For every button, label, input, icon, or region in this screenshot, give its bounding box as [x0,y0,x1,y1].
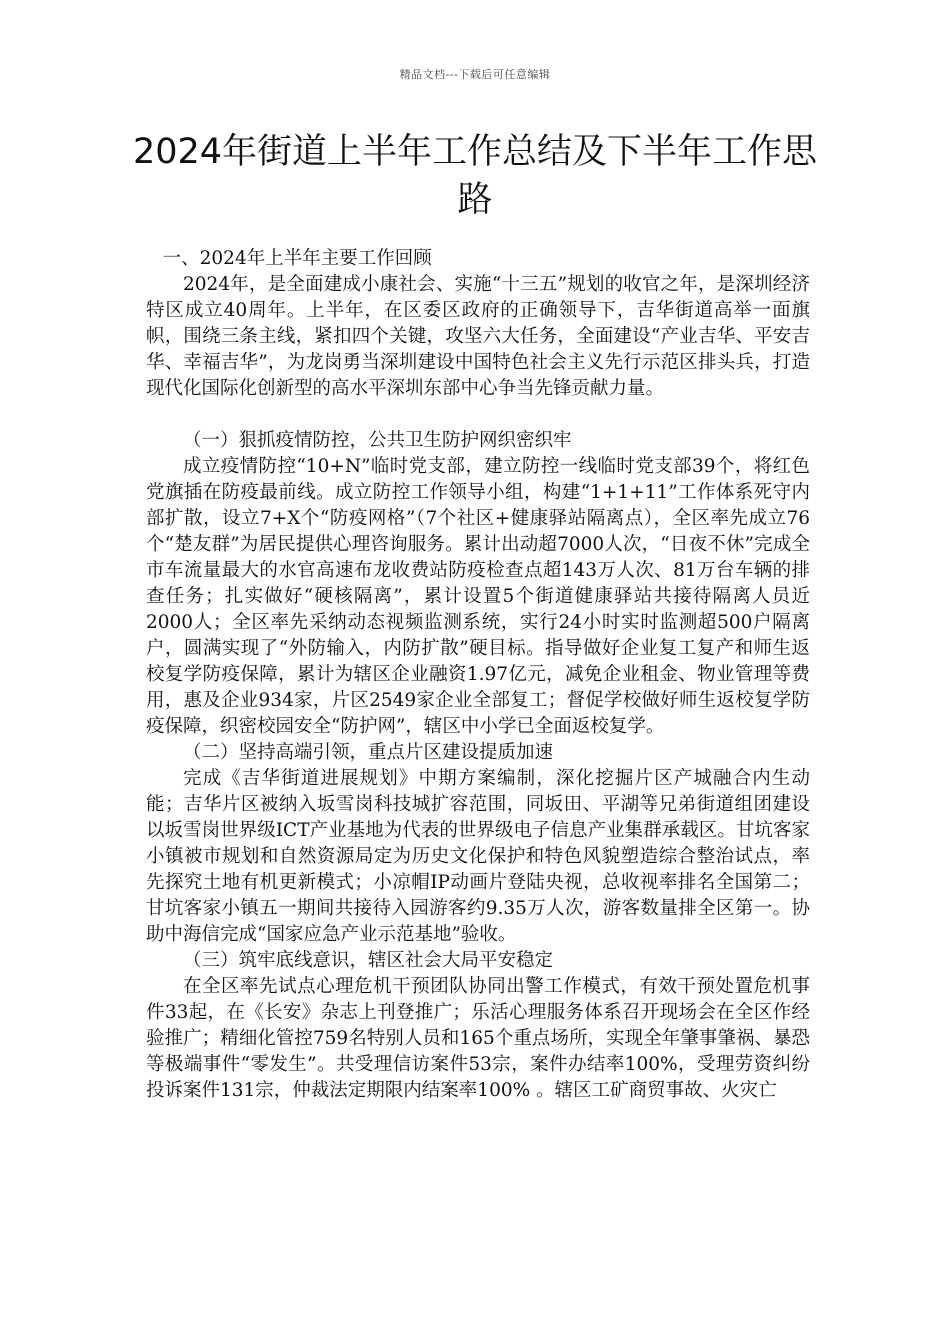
document-body [146,246,810,1104]
paragraph-intro: 2024年，是全面建成小康社会、实施“十三五”规划的收官之年，是深圳经济特区成立40周年。上半年，在区委区政府的正确领导下，吉华街道高举一面旗帜，围绕三条主线，紧扣四个关键，攻坚六大任务，全面建设“产业吉华、平安吉华、幸福吉华”，为龙岗勇当深圳建设中国特色社会主义先行示范区排头兵，打造现代化国际化创新型的高水平深圳东部中心争当先锋贡献力量。 [146,274,810,399]
subsection-heading-safety: （三）筑牢底线意识，辖区社会大局平安稳定 [183,950,554,971]
paragraph-epidemic: 成立疫情防控“10+N”临时党支部，建立防控一线临时党支部39个，将红色党旗插在防疫最前线。成立防控工作领导小组，构建“1+1+11”工作体系死守内部扩散，设立7+X个“防疫网格”（7个社区+健康驿站隔离点），全区率先成立76个“楚友群”为居民提供心理咨询服务。累计出动超7000人次，“日夜不休”完成全市车流量最大的水官高速布龙收费站防疫检查点超143万人次、81万台车辆的排查任务；扎实做好“硬核隔离”，累计设置5个街道健康驿站共接待隔离人员近2000人；全区率先采纳动态视频监测系统，实行24小时实时监测超500户隔离户，圆满实现了“外防输入，内防扩散”硬目标。指导做好企业复工复产和师生返校复学防疫保障，累计为辖区企业融资1.97亿元，减免企业租金、物业管理等费用，惠及企业934家，片区2549家企业全部复工；督促学校做好师生返校复学防疫保障，织密校园安全“防护网”，辖区中小学已全面返校复学。 [146,456,810,737]
section-heading-review: 一、2024年上半年主要工作回顾 [162,248,432,269]
document-title: 2024年街道上半年工作总结及下半年工作思路 [132,132,818,220]
page-header-note: 精品文档---下载后可任意编辑 [399,68,551,81]
subsection-heading-epidemic: （一）狠抓疫情防控，公共卫生防护网织密织牢 [183,430,572,451]
subsection-heading-development: （二）坚持高端引领，重点片区建设提质加速 [183,742,554,763]
paragraph-safety: 在全区率先试点心理危机干预团队协同出警工作模式，有效干预处置危机事件33起，在《长安》杂志上刊登推广；乐活心理服务体系召开现场会在全区作经验推广；精细化管控759名特别人员和165个重点场所，实现全年肇事肇祸、暴恐等极端事件“零发生”。共受理信访案件53宗，案件办结率100%，受理劳资纠纷投诉案件131宗，仲裁法定期限内结案率100% 。辖区工矿商贸事故、火灾亡 [146,976,810,1101]
paragraph-development: 完成《吉华街道进展规划》中期方案编制，深化挖掘片区产城融合内生动能；吉华片区被纳入坂雪岗科技城扩容范围，同坂田、平湖等兄弟街道组团建设以坂雪岗世界级ICT产业基地为代表的世界级电子信息产业集群承载区。甘坑客家小镇被市规划和自然资源局定为历史文化保护和特色风貌塑造综合整治试点，率先探究土地有机更新模式；小凉帽IP动画片登陆央视，总收视率排名全国第二；甘坑客家小镇五一期间共接待入园游客约9.35万人次，游客数量排全区第一。协助中海信完成“国家应急产业示范基地”验收。 [146,768,810,945]
